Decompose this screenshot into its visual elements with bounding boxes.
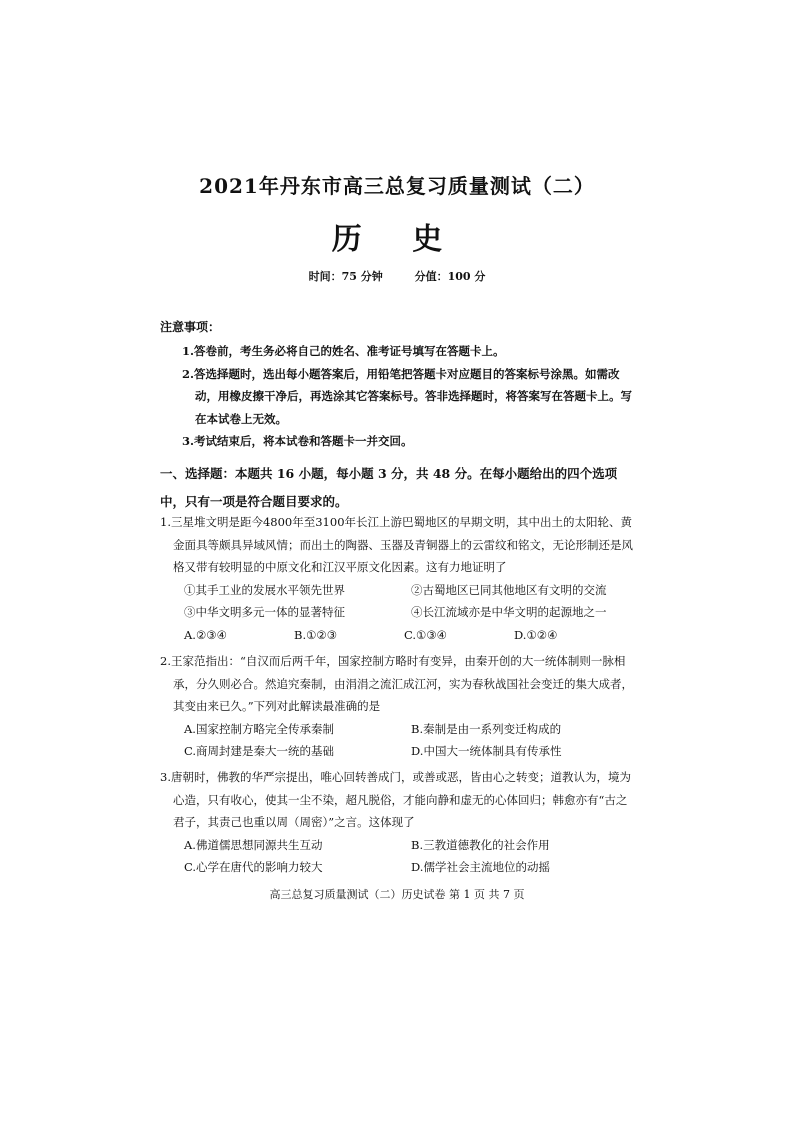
question-3 [160,766,638,879]
statement: ③中华文明多元一体的显著特征 [184,605,345,619]
question-stem: 1.三星堆文明是距今4800年至3100年长江上游巴蜀地区的早期文明，其中出土的太阳轮、黄金面具等颇具异域风情；而出土的陶器、玉器及青铜器上的云雷纹和铭文，无论形制还是风格又带有较明显的中原文化和江汉平原文化因素。这有力地证明了 [160,515,633,574]
option: A.国家控制方略完全传承秦制 [184,721,334,736]
option: D.①②④ [514,627,558,642]
notice-list [182,340,632,453]
question-stem: 2.王家范指出：“自汉而后两千年，国家控制方略时有变异，由秦开创的大一统体制则一脉相承，分久则必合。然追究秦制，由涓涓之流汇成江河，实为春秋战国社会变迁的集大成者，其变由来已久。”下列对此解读最准确的是 [160,654,633,713]
page-footer: 高三总复习质量测试（二）历史试卷 第 1 页 共 7 页 [269,888,525,901]
subject-title: 历 史 [331,222,463,257]
option: B.三教道德教化的社会作用 [411,837,550,852]
option: B.秦制是由一系列变迁构成的 [411,721,562,736]
option-list [160,624,638,647]
question-1 [160,511,638,646]
exam-meta [0,268,794,284]
statement: ④长江流域亦是中华文明的起源地之一 [411,605,607,619]
statement: ②古蜀地区已同其他地区有文明的交流 [411,582,607,597]
option: C.①③④ [404,627,447,642]
notice-item: 1.答卷前，考生务必将自己的姓名、准考证号填写在答题卡上。 [182,344,505,358]
question-2 [160,650,638,763]
option: D.中国大一统体制具有传承性 [411,744,562,758]
statement-list [160,579,638,624]
option: A.佛道儒思想同源共生互动 [184,837,323,852]
notice-title: 注意事项： [160,320,221,334]
option: C.商周封建是秦大一统的基础 [184,744,335,758]
statement: ①其手工业的发展水平领先世界 [184,582,345,597]
exam-score: 分值：100 分 [414,270,486,283]
option: A.②③④ [184,627,227,642]
exam-title: 2021年丹东市高三总复习质量测试（二） [199,174,595,198]
section-heading: 一、选择题：本题共 16 小题，每小题 3 分，共 48 分。在每小题给出的四个选项中，只有一项是符合题目要求的。 [160,466,618,509]
question-stem: 3.唐朝时，佛教的华严宗提出，唯心回转善成门，或善或恶，皆由心之转变；道教认为，境为心造，只有收心，使其一尘不染，超凡脱俗，才能向静和虚无的心体回归；韩愈亦有“古之君子，其责己也重以周（周密）”之言。这体现了 [160,770,631,829]
option: C.心学在唐代的影响力较大 [184,860,323,874]
option-list [160,834,638,879]
option: B.①②③ [294,627,338,642]
option-list [160,718,638,763]
notice-item: 2.答选择题时，选出每小题答案后，用铅笔把答题卡对应题目的答案标号涂黑。如需改动，用橡皮擦干净后，再选涂其它答案标号。答非选择题时，将答案写在答题卡上。写在本试卷上无效。 [182,366,632,426]
notice-item: 3.考试结束后，将本试卷和答题卡一并交回。 [182,434,413,448]
exam-time: 时间：75 分钟 [308,270,383,283]
option: D.儒学社会主流地位的动摇 [411,860,550,874]
